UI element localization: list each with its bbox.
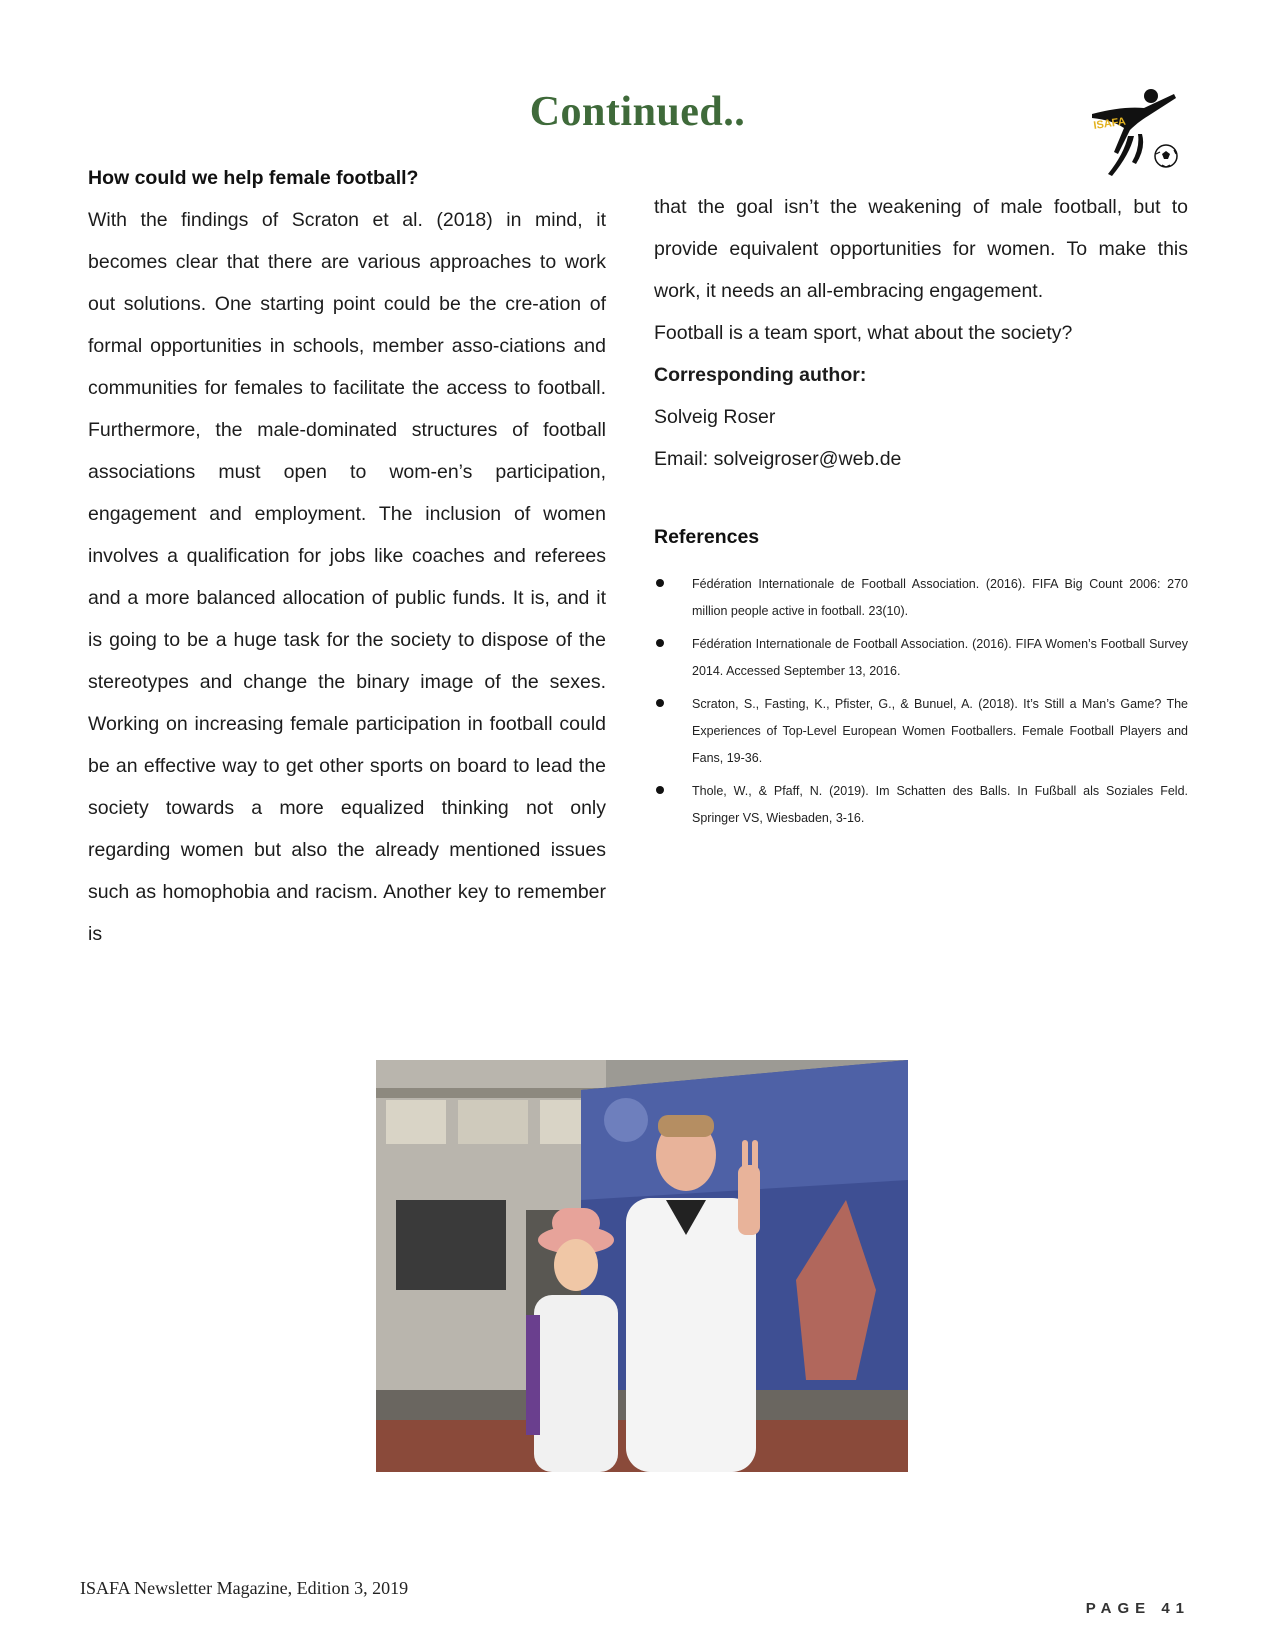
references-list (654, 571, 1188, 838)
publication-footer: ISAFA Newsletter Magazine, Edition 3, 2019 (80, 1578, 409, 1598)
left-column (88, 162, 606, 955)
reference-text: Thole, W., & Pfaff, N. (2019). Im Schatten des Balls. In Fußball als Soziales Feld. Springer VS, Wiesbaden, 3-16. (692, 784, 1188, 825)
bullet-icon (656, 699, 664, 707)
svg-text:ISAFA: ISAFA (1092, 115, 1127, 132)
body-paragraph: With the findings of Scraton et al. (2018) in mind, it becomes clear that there are various approaches to work out solutions. One starting point could be the cre-ation of formal opportunities in schools, member asso-ciations and communities for females to facilitate the access to football. Furthermore, the male-dominated structures of football associations must open to wom-en’s participation, engagement and employment. The inclusion of women involves a qualification for jobs like coaches and referees and a more balanced allocation of public funds. It is, and it is going to be a huge task for the society to dispose of the stereotypes and change the binary image of the sexes. Working on increasing female participation in football could be an effective way to get other sports on board to lead the society towards a more equalized thinking not only regarding women but also the already mentioned issues such as homophobia and racism. Another key to remember is (88, 209, 606, 945)
bullet-icon (656, 579, 664, 587)
team-photo (376, 1060, 908, 1472)
reference-text: Fédération Internationale de Football Association. (2016). FIFA Big Count 2006: 270 million people active in football. 23(10). (692, 577, 1188, 618)
bullet-icon (656, 639, 664, 647)
photo-illustration (376, 1060, 908, 1472)
isafa-logo (1082, 84, 1182, 184)
reference-text: Fédération Internationale de Football Association. (2016). FIFA Women’s Football Survey 2014. Accessed September 13, 2016. (692, 637, 1188, 678)
reference-item (654, 631, 1188, 685)
reference-item (654, 778, 1188, 832)
author-name: Solveig Roser (654, 406, 776, 428)
closing-question: Football is a team sport, what about the society? (654, 322, 1073, 344)
references-heading: References (654, 526, 760, 548)
continuation-paragraph: that the goal isn’t the weakening of male football, but to provide equivalent opportunities for women. To make this work, it needs an all-embracing engagement. (654, 196, 1188, 302)
section-heading: How could we help female football? (88, 167, 419, 189)
reference-text: Scraton, S., Fasting, K., Pfister, G., & Bunuel, A. (2018). It’s Still a Man’s Game? The Experiences of Top-Level European Women Footballers. Female Football Players and Fans, 19-36. (692, 697, 1188, 765)
reference-item (654, 691, 1188, 772)
author-label: Corresponding author: (654, 364, 867, 386)
author-email: Email: solveigroser@web.de (654, 448, 902, 470)
page-title: Continued.. (529, 89, 746, 135)
page-number: PAGE 41 (1085, 1600, 1190, 1617)
right-column (654, 186, 1188, 480)
bullet-icon (656, 786, 664, 794)
reference-item (654, 571, 1188, 625)
